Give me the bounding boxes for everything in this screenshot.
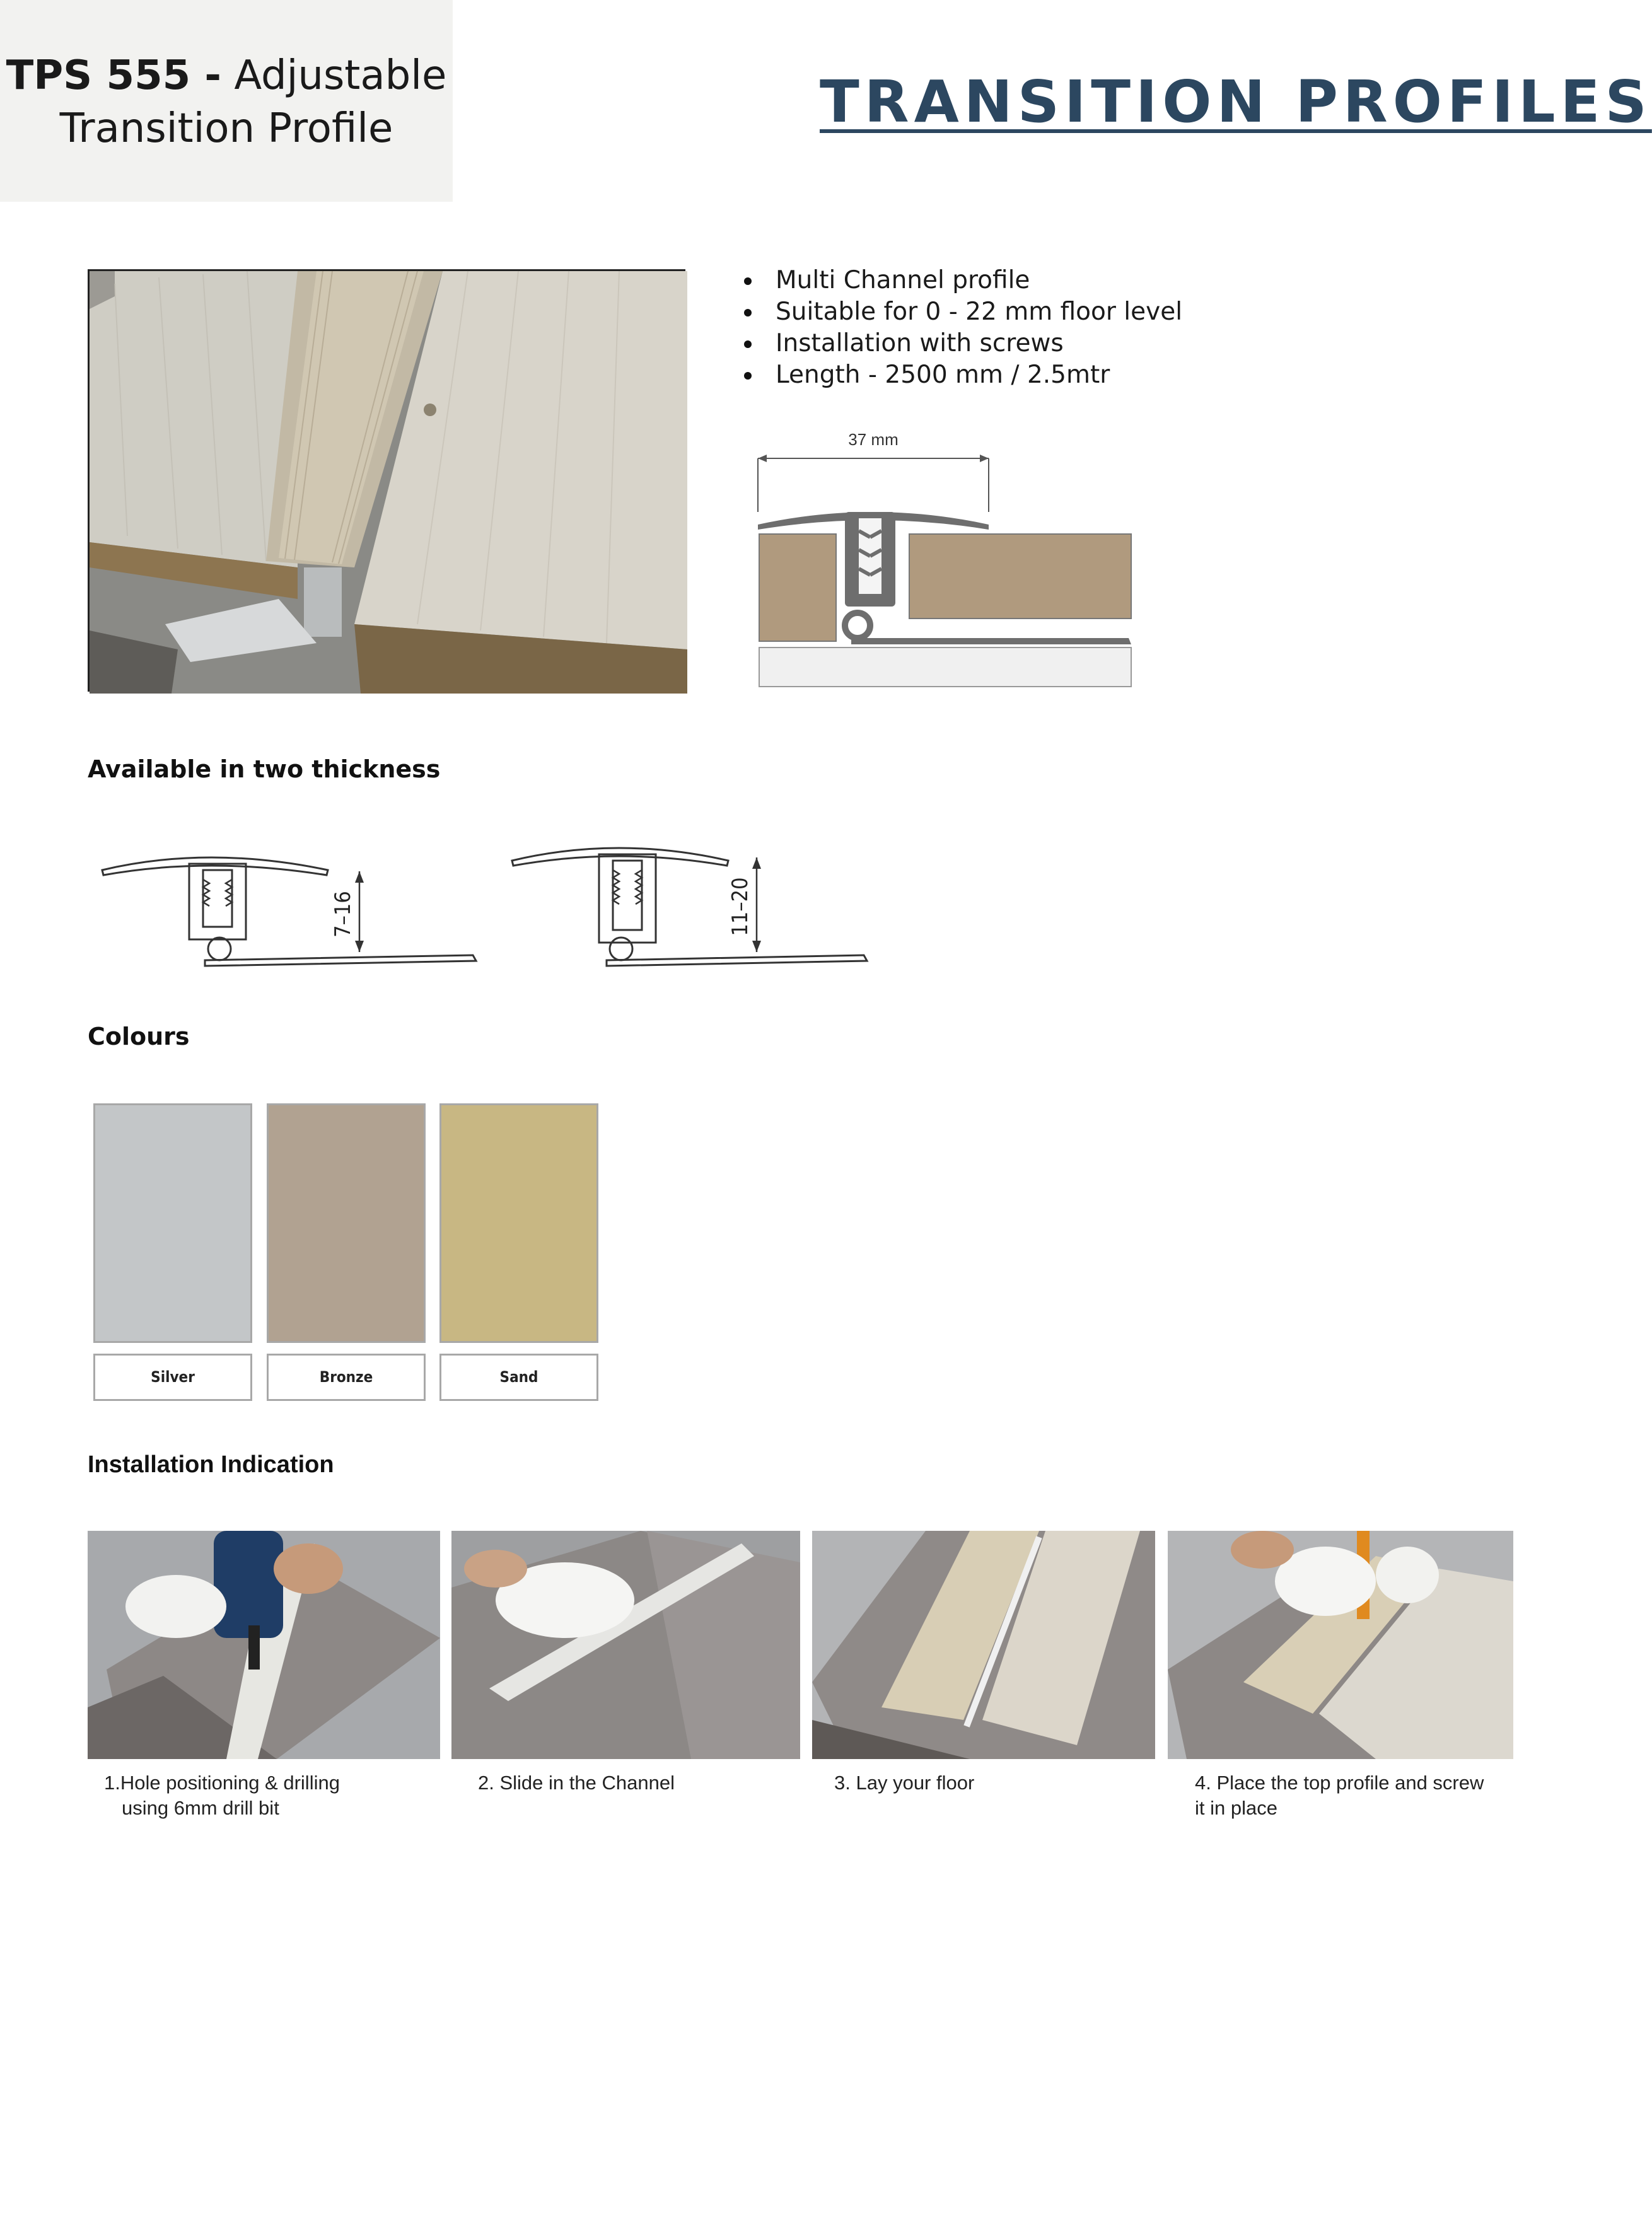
- step-4-photo: [1168, 1531, 1513, 1759]
- step-4-text-line2: it in place: [1195, 1797, 1277, 1819]
- step-3-number: 3.: [834, 1772, 851, 1794]
- width-dimension-label: 37 mm: [848, 430, 899, 449]
- feature-item: Suitable for 0 - 22 mm floor level: [744, 296, 1312, 328]
- colour-swatch-sand: [439, 1103, 598, 1343]
- step-1-photo: [88, 1531, 440, 1759]
- step-4-text-line1: Place the top profile and screw: [1216, 1772, 1484, 1794]
- title-box: [0, 0, 453, 202]
- product-name-line1: Adjustable: [234, 52, 447, 99]
- step-2-photo: [451, 1531, 800, 1759]
- feature-item: Length - 2500 mm / 2.5mtr: [744, 359, 1312, 391]
- thickness-label-large: 11–20: [728, 877, 753, 936]
- step-1-text-line2: using 6mm drill bit: [122, 1797, 279, 1819]
- step-2-number: 2.: [478, 1772, 494, 1794]
- colour-swatch-bronze: [267, 1103, 426, 1343]
- colour-label-sand: Sand: [439, 1354, 598, 1401]
- step-3-text: Lay your floor: [856, 1772, 975, 1794]
- step-2-text: Slide in the Channel: [499, 1772, 675, 1794]
- colours-heading: Colours: [88, 1023, 190, 1050]
- step-3-photo: [812, 1531, 1155, 1759]
- product-photo: [88, 269, 685, 692]
- step-1-caption: [104, 1770, 432, 1821]
- step-1-number: 1.: [104, 1772, 120, 1794]
- step-4-number: 4.: [1195, 1772, 1211, 1794]
- product-title: [0, 49, 453, 155]
- product-name-line2: Transition Profile: [59, 105, 393, 152]
- colour-label-bronze: Bronze: [267, 1354, 426, 1401]
- installation-heading: Installation Indication: [88, 1451, 334, 1478]
- colour-label-silver: Silver: [93, 1354, 252, 1401]
- thickness-label-small: 7–16: [330, 891, 356, 938]
- step-3-caption: [834, 1770, 1137, 1796]
- feature-list: [744, 265, 1312, 391]
- step-4-caption: [1195, 1770, 1523, 1821]
- thickness-diagram-7-16: [95, 826, 486, 971]
- product-code: TPS 555 -: [6, 52, 221, 99]
- thickness-diagram-11-20: [504, 826, 895, 971]
- feature-item: Multi Channel profile: [744, 265, 1312, 296]
- brand-title: TRANSITION PROFILES: [820, 68, 1652, 136]
- step-1-text-line1: Hole positioning & drilling: [120, 1772, 340, 1794]
- profile-cross-section-diagram: [750, 424, 1141, 695]
- step-2-caption: [478, 1770, 781, 1796]
- feature-item: Installation with screws: [744, 328, 1312, 359]
- colour-swatch-silver: [93, 1103, 252, 1343]
- thickness-heading: Available in two thickness: [88, 755, 441, 783]
